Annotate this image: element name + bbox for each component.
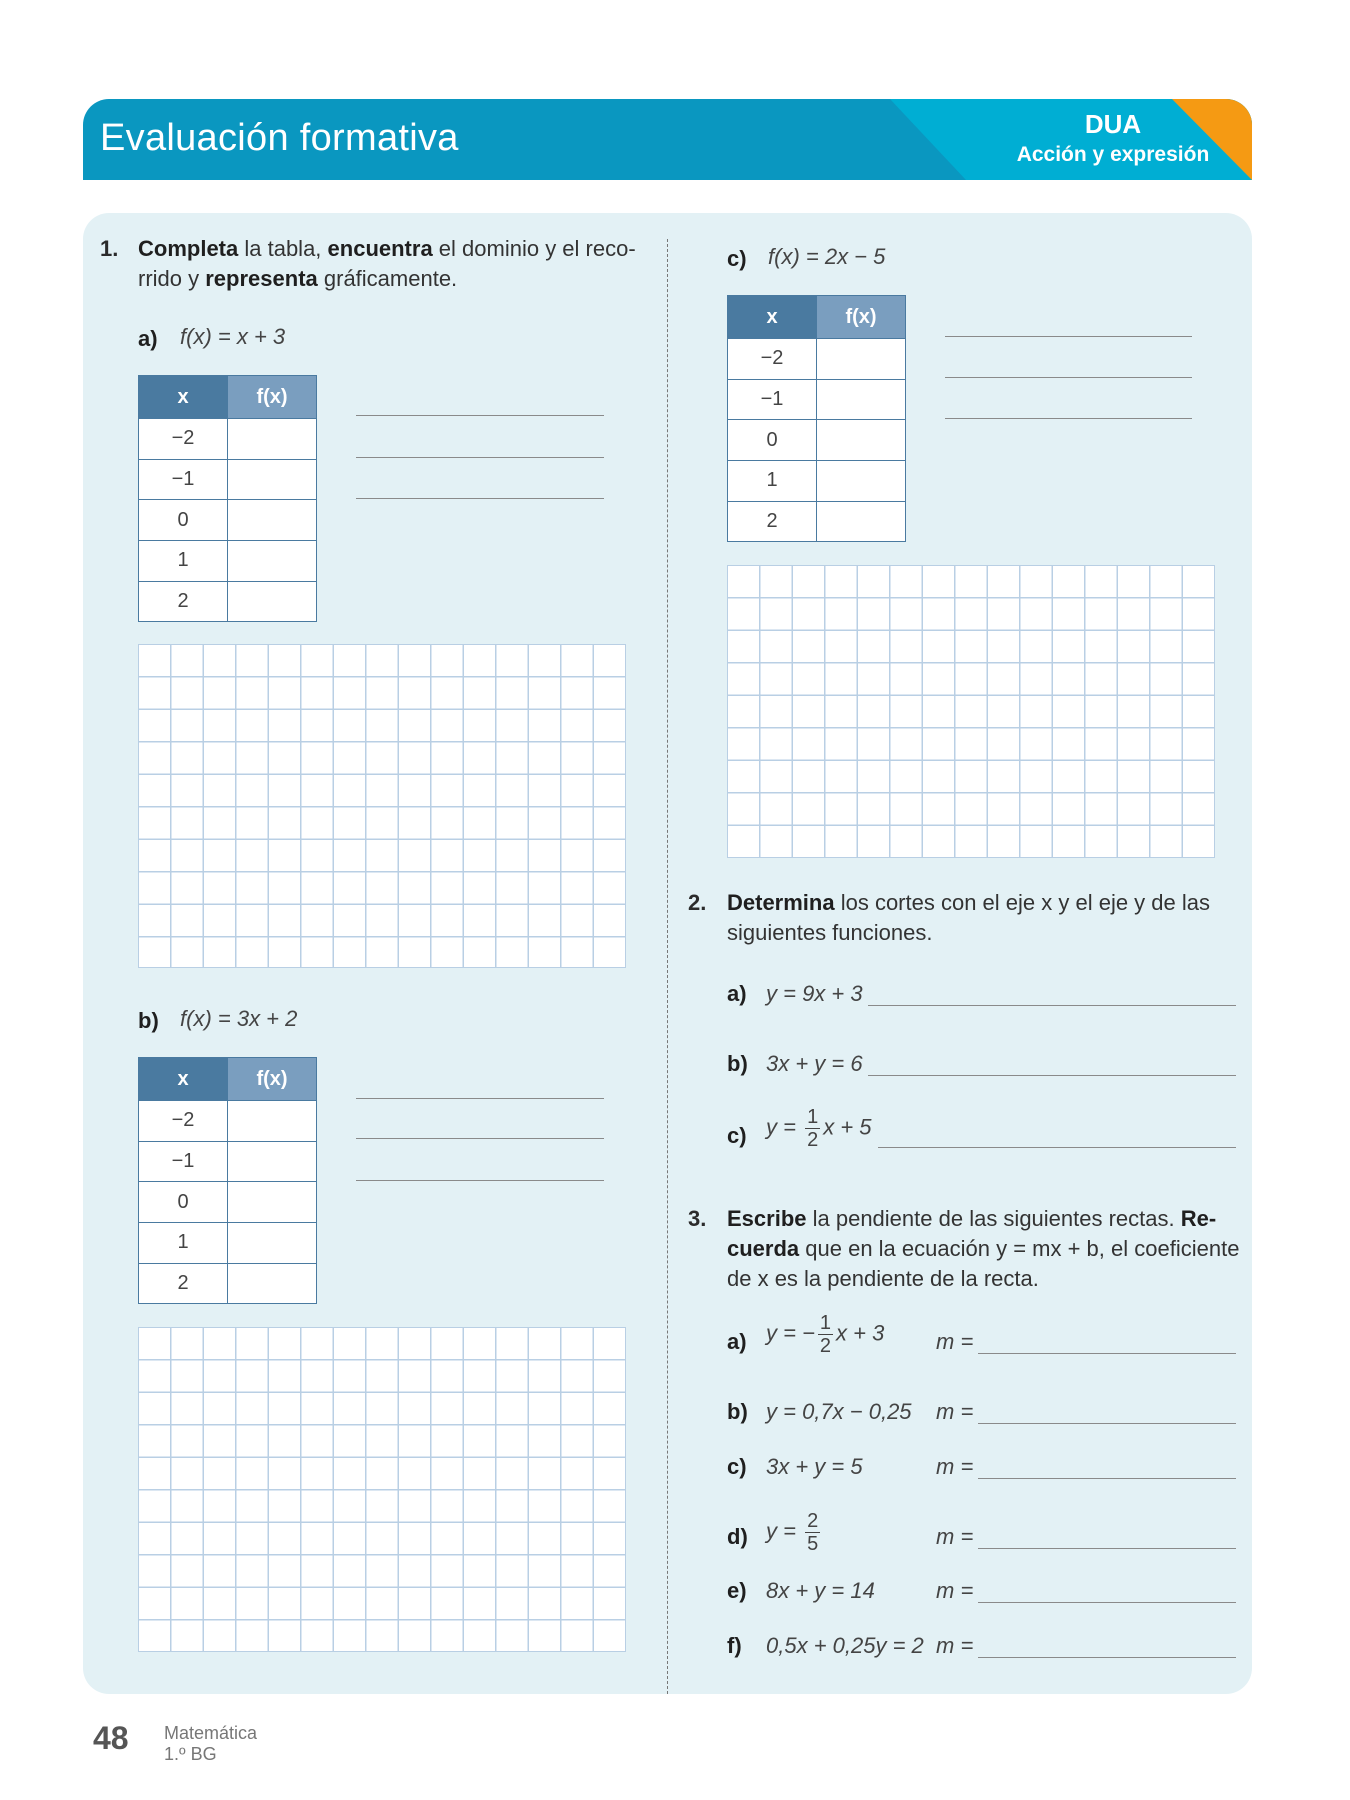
equation — [766, 1106, 872, 1151]
equation: y = 9x + 3 — [766, 981, 863, 1006]
column-header-x: x — [139, 376, 228, 419]
fraction — [805, 1510, 820, 1555]
answer-line[interactable] — [356, 1098, 604, 1099]
x-cell: −2 — [139, 1101, 228, 1142]
equation: 0,5x + 0,25y = 2 — [766, 1633, 924, 1658]
slope-answer-line[interactable] — [978, 1353, 1236, 1354]
footer-subject: Matemática — [164, 1723, 258, 1743]
slope-answer-line[interactable] — [978, 1423, 1236, 1424]
answer-line[interactable] — [356, 457, 604, 458]
fx-input-cell[interactable] — [817, 501, 906, 542]
function-equation: f(x) = 3x + 2 — [180, 1006, 298, 1031]
page-number: 48 — [93, 1720, 129, 1756]
item-label: b) — [727, 1399, 748, 1424]
x-cell: 0 — [139, 500, 228, 541]
slope-label: m = — [936, 1524, 974, 1549]
item-label: f) — [727, 1633, 742, 1658]
footer-grade: 1.º BG — [164, 1744, 217, 1764]
item-label: c) — [727, 1454, 747, 1479]
instruction-verb: Determina — [727, 890, 835, 915]
fx-input-cell[interactable] — [817, 461, 906, 502]
question-2-text — [727, 888, 1242, 948]
denominator: 2 — [807, 1129, 819, 1151]
x-cell: −1 — [139, 1141, 228, 1182]
item-label: a) — [727, 1329, 747, 1354]
slope-label: m = — [936, 1633, 974, 1658]
text: la tabla, — [238, 236, 328, 261]
dua-badge-title: DUA — [1084, 109, 1142, 139]
values-table-c — [727, 295, 906, 542]
graph-grid-a[interactable] — [138, 644, 626, 968]
fx-input-cell[interactable] — [228, 581, 317, 622]
text: los cortes con el eje x y el eje y de las — [834, 890, 1211, 915]
item-label: b) — [138, 1008, 159, 1033]
question-number: 3. — [688, 1206, 707, 1231]
fx-input-cell[interactable] — [228, 1101, 317, 1142]
answer-line[interactable] — [356, 415, 604, 416]
answer-line[interactable] — [945, 336, 1192, 337]
text: gráficamente. — [317, 266, 458, 291]
dua-badge-subtitle: Acción y expresión — [1016, 143, 1210, 166]
question-3-text — [727, 1204, 1247, 1294]
column-header-fx: f(x) — [817, 296, 906, 339]
text: la pendiente de las siguientes rectas. — [806, 1206, 1181, 1231]
page-title: Evaluación formativa — [100, 117, 459, 159]
equation — [766, 1312, 884, 1357]
slope-label: m = — [936, 1399, 974, 1424]
denominator: 5 — [807, 1533, 819, 1555]
item-label: a) — [727, 981, 747, 1006]
instruction-verb: encuentra — [327, 236, 433, 261]
equation: 3x + y = 6 — [766, 1051, 863, 1076]
slope-label: m = — [936, 1578, 974, 1603]
fraction — [805, 1106, 820, 1151]
item-label: c) — [727, 246, 747, 271]
instruction-verb: Re- — [1180, 1206, 1217, 1231]
values-table-a — [138, 375, 317, 622]
answer-line[interactable] — [945, 418, 1192, 419]
answer-line[interactable] — [356, 498, 604, 499]
item-label: d) — [727, 1524, 748, 1549]
x-cell: 1 — [139, 541, 228, 582]
text: rrido y — [138, 266, 206, 291]
column-header-x: x — [139, 1058, 228, 1101]
answer-line[interactable] — [945, 377, 1192, 378]
x-cell: 1 — [728, 461, 817, 502]
slope-label: m = — [936, 1454, 974, 1479]
text: el dominio y el reco- — [432, 236, 636, 261]
x-cell: −2 — [139, 419, 228, 460]
eq-part: y = — [766, 1518, 803, 1544]
fx-input-cell[interactable] — [228, 1141, 317, 1182]
values-table-b — [138, 1057, 317, 1304]
eq-part: y = − — [766, 1320, 815, 1346]
equation: y = 0,7x − 0,25 — [766, 1399, 912, 1424]
fx-input-cell[interactable] — [817, 379, 906, 420]
fx-input-cell[interactable] — [817, 420, 906, 461]
item-label: b) — [727, 1051, 748, 1076]
item-label: c) — [727, 1123, 747, 1148]
fx-input-cell[interactable] — [228, 419, 317, 460]
fx-input-cell[interactable] — [228, 459, 317, 500]
item-label: a) — [138, 326, 158, 351]
x-cell: 0 — [728, 420, 817, 461]
section-header — [83, 99, 1252, 180]
answer-line[interactable] — [356, 1180, 604, 1181]
slope-answer-line[interactable] — [978, 1602, 1236, 1603]
column-header-fx: f(x) — [228, 1058, 317, 1101]
numerator: 1 — [819, 1312, 832, 1334]
function-equation: f(x) = x + 3 — [180, 324, 286, 349]
x-cell: −2 — [728, 339, 817, 380]
text: que en la ecuación y = mx + b, el coeficiente — [799, 1236, 1240, 1261]
column-divider — [667, 239, 668, 1694]
fx-input-cell[interactable] — [228, 1263, 317, 1304]
fx-input-cell[interactable] — [228, 500, 317, 541]
answer-line[interactable] — [356, 1138, 604, 1139]
equation: 8x + y = 14 — [766, 1578, 875, 1603]
instruction-verb: representa — [205, 266, 318, 291]
fx-input-cell[interactable] — [817, 339, 906, 380]
graph-grid-c[interactable] — [727, 565, 1215, 858]
question-number: 1. — [100, 236, 119, 261]
instruction-verb: cuerda — [727, 1236, 800, 1261]
x-cell: 2 — [139, 1263, 228, 1304]
question-1-text — [138, 234, 648, 294]
eq-part: x + 3 — [836, 1320, 885, 1346]
x-cell: −1 — [728, 379, 817, 420]
item-label: e) — [727, 1578, 747, 1603]
answer-line[interactable] — [868, 1005, 1236, 1006]
function-equation: f(x) = 2x − 5 — [768, 244, 886, 269]
equation — [766, 1510, 823, 1555]
equation: 3x + y = 5 — [766, 1454, 863, 1479]
question-number: 2. — [688, 890, 707, 915]
column-header-x: x — [728, 296, 817, 339]
graph-grid-b[interactable] — [138, 1327, 626, 1652]
text: siguientes funciones. — [727, 920, 933, 945]
numerator: 2 — [807, 1510, 819, 1532]
column-header-fx: f(x) — [228, 376, 317, 419]
instruction-verb: Completa — [138, 236, 239, 261]
eq-part: y = — [766, 1114, 803, 1140]
denominator: 2 — [819, 1335, 832, 1357]
fx-input-cell[interactable] — [228, 1223, 317, 1264]
slope-answer-line[interactable] — [978, 1657, 1236, 1658]
slope-answer-line[interactable] — [978, 1478, 1236, 1479]
answer-line[interactable] — [878, 1147, 1236, 1148]
fx-input-cell[interactable] — [228, 1182, 317, 1223]
x-cell: −1 — [139, 459, 228, 500]
text: de x es la pendiente de la recta. — [727, 1266, 1039, 1291]
numerator: 1 — [807, 1106, 819, 1128]
fraction — [818, 1312, 833, 1357]
fx-input-cell[interactable] — [228, 541, 317, 582]
answer-line[interactable] — [868, 1075, 1236, 1076]
x-cell: 2 — [728, 501, 817, 542]
x-cell: 0 — [139, 1182, 228, 1223]
slope-label: m = — [936, 1329, 974, 1354]
instruction-verb: Escribe — [727, 1206, 807, 1231]
eq-part: x + 5 — [823, 1114, 872, 1140]
x-cell: 2 — [139, 581, 228, 622]
x-cell: 1 — [139, 1223, 228, 1264]
slope-answer-line[interactable] — [978, 1548, 1236, 1549]
